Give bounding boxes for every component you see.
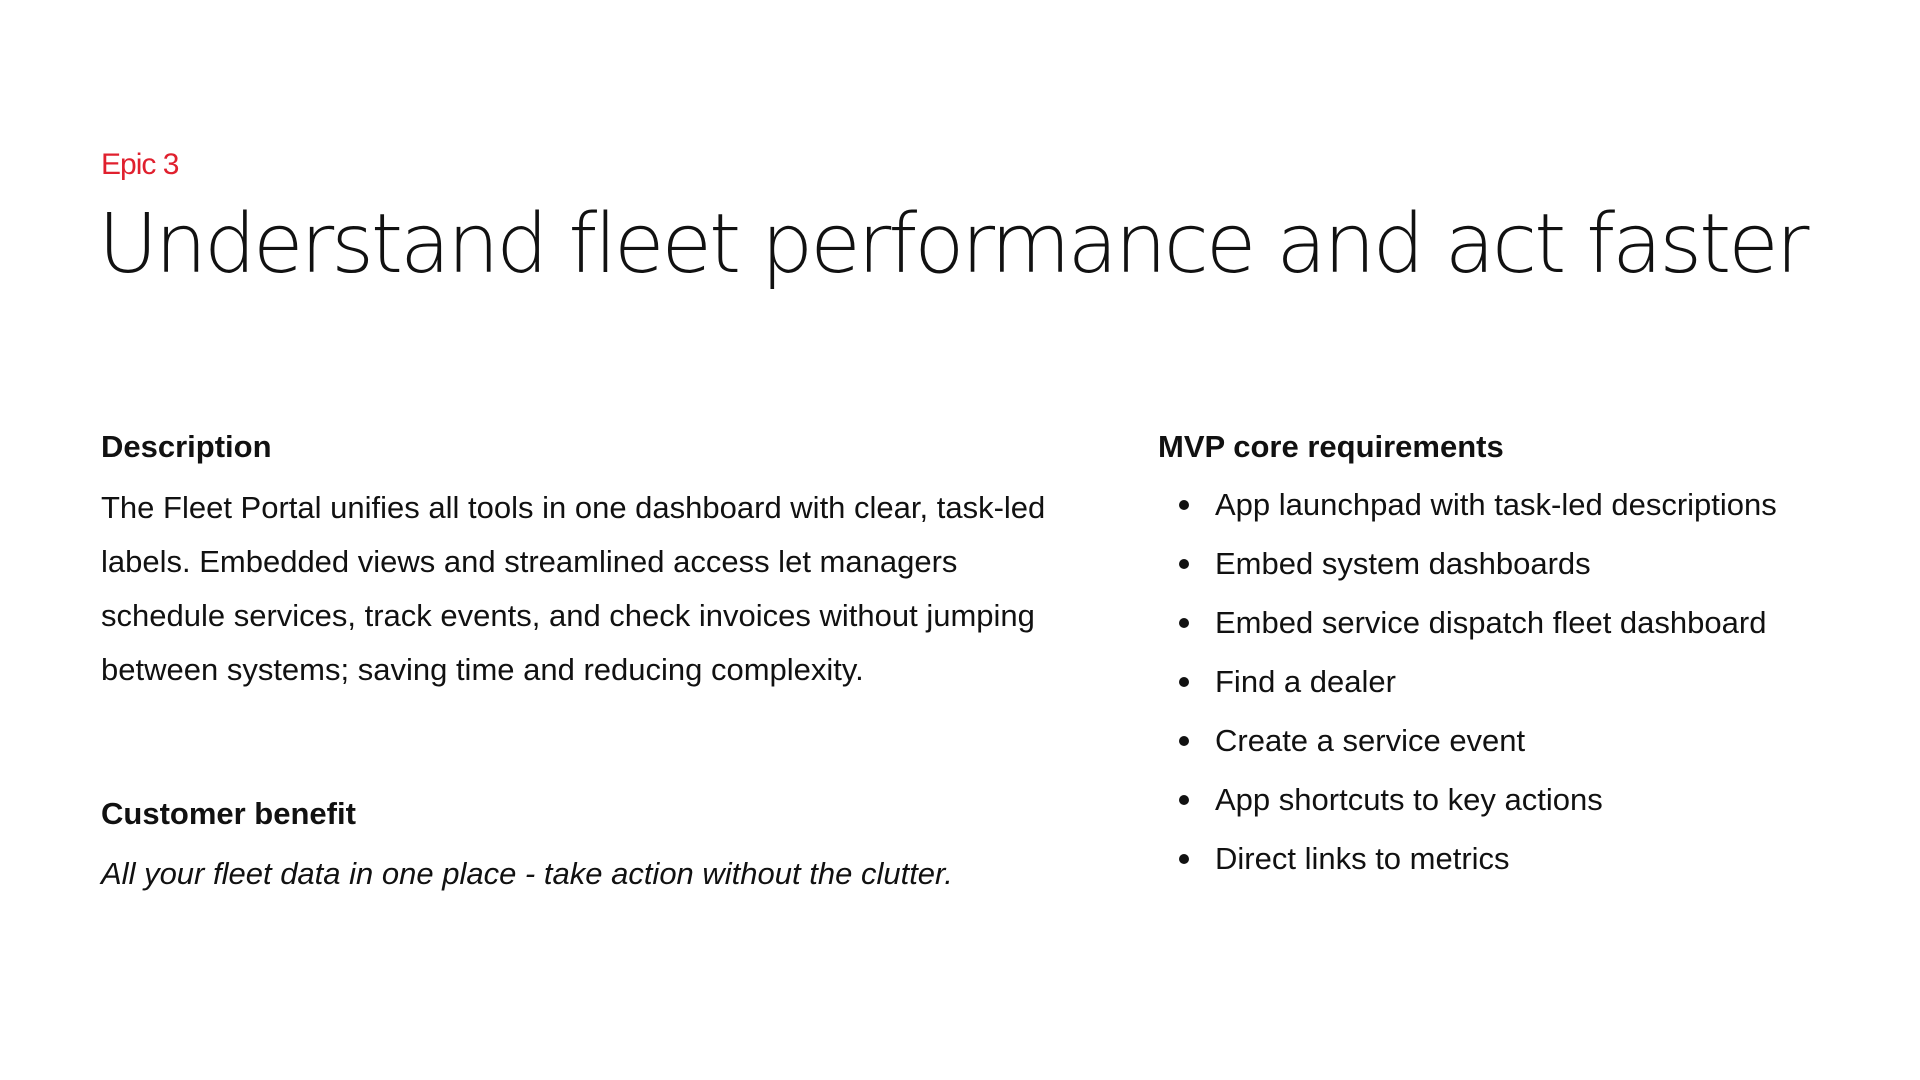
requirement-item bbox=[1158, 770, 1898, 829]
requirement-label: App launchpad with task-led descriptions bbox=[1215, 486, 1777, 522]
requirement-label: Create a service event bbox=[1215, 722, 1526, 758]
description-heading: Description bbox=[101, 429, 272, 464]
bullet-icon bbox=[1179, 618, 1189, 628]
bullet-icon bbox=[1179, 736, 1189, 746]
requirement-label: Find a dealer bbox=[1215, 663, 1396, 699]
description-section bbox=[101, 425, 1081, 697]
requirement-item bbox=[1158, 593, 1898, 652]
customer-benefit-section bbox=[101, 792, 1101, 896]
slide-title: Understand fleet performance and act faster bbox=[98, 197, 1807, 292]
requirements-section bbox=[1158, 425, 1898, 888]
requirement-label: Direct links to metrics bbox=[1215, 840, 1510, 876]
bullet-icon bbox=[1179, 677, 1189, 687]
epic-label: Epic 3 bbox=[101, 148, 179, 181]
bullet-icon bbox=[1179, 500, 1189, 510]
bullet-icon bbox=[1179, 854, 1189, 864]
requirement-label: App shortcuts to key actions bbox=[1215, 781, 1603, 817]
requirement-item bbox=[1158, 475, 1898, 534]
requirement-label: Embed service dispatch fleet dashboard bbox=[1215, 604, 1767, 640]
description-body: The Fleet Portal unifies all tools in one dashboard with clear, task-led labels. Embedded views and streamlined access let managers schedule services, track events, and check invoices without jumping between systems; saving time and reducing complexity. bbox=[101, 490, 1046, 687]
customer-benefit-heading: Customer benefit bbox=[101, 796, 356, 831]
bullet-icon bbox=[1179, 559, 1189, 569]
requirements-list bbox=[1158, 475, 1898, 888]
requirement-item bbox=[1158, 711, 1898, 770]
requirement-item bbox=[1158, 829, 1898, 888]
requirement-item bbox=[1158, 534, 1898, 593]
bullet-icon bbox=[1179, 795, 1189, 805]
requirements-heading: MVP core requirements bbox=[1158, 429, 1504, 464]
requirement-label: Embed system dashboards bbox=[1215, 545, 1591, 581]
requirement-item bbox=[1158, 652, 1898, 711]
customer-benefit-text: All your fleet data in one place - take action without the clutter. bbox=[101, 856, 953, 891]
